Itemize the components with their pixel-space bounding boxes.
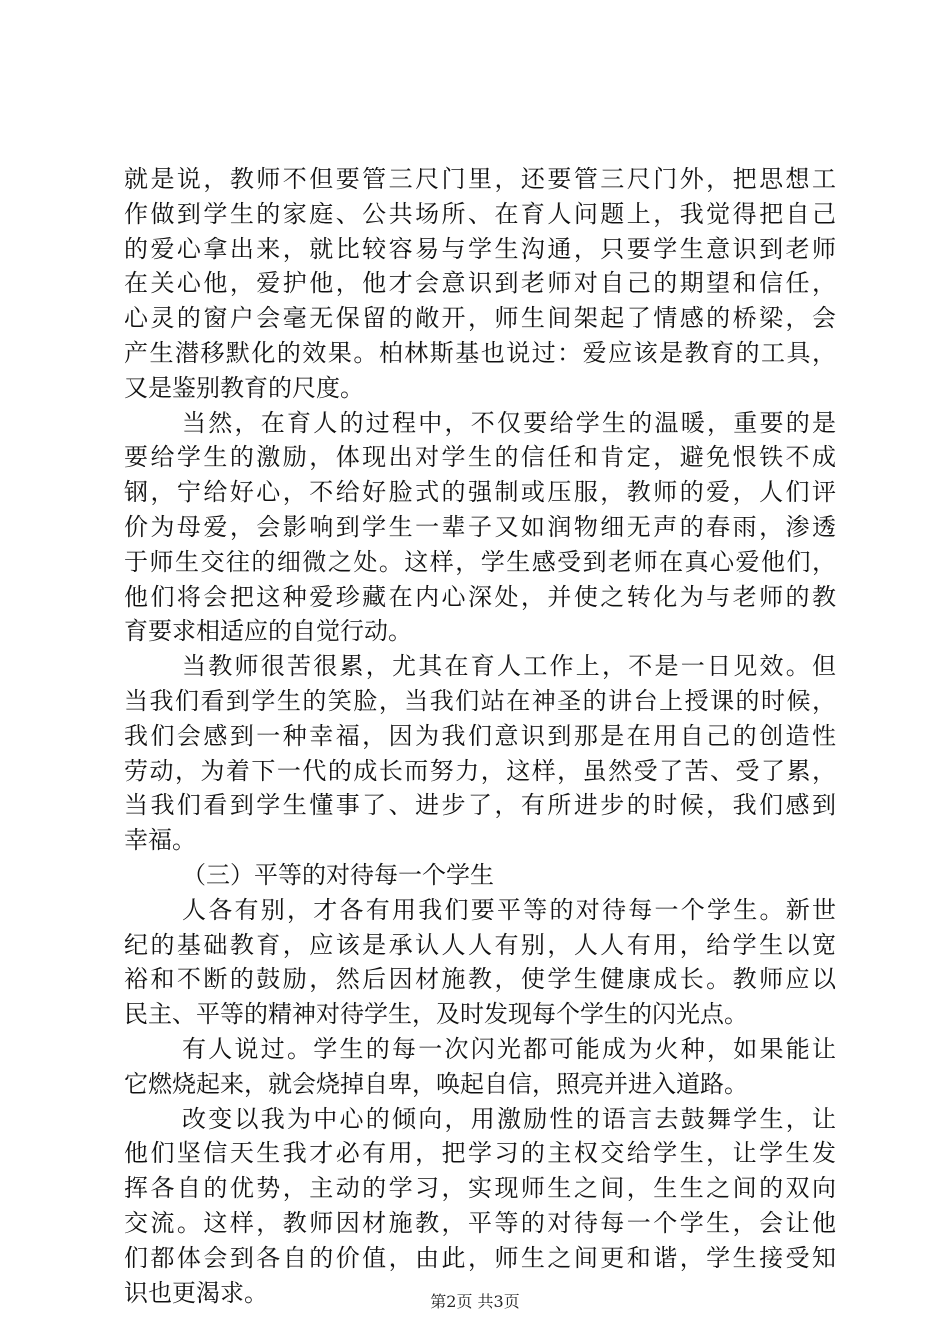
text-line: 挥各自的优势，主动的学习，实现师生之间，生生之间的双向 xyxy=(124,1174,836,1203)
body-text xyxy=(124,162,836,1310)
text-line: 心灵的窗户会毫无保留的敞开，师生间架起了情感的桥梁，会 xyxy=(124,304,836,333)
text-line: 钢，宁给好心，不给好脸式的强制或压服，教师的爱，人们评 xyxy=(124,478,836,507)
text-line: 民主、平等的精神对待学生，及时发现每个学生的闪光点。 xyxy=(124,1000,748,1029)
text-line: 劳动，为着下一代的成长而努力，这样，虽然受了苦、受了累， xyxy=(124,756,836,785)
text-line: 交流。这样，教师因材施教，平等的对待每一个学生，会让他 xyxy=(124,1208,836,1237)
text-line: 又是鉴别教育的尺度。 xyxy=(124,373,364,402)
text-line: 他们坚信天生我才必有用，把学习的主权交给学生，让学生发 xyxy=(124,1139,836,1168)
text-line: 它燃烧起来，就会烧掉自卑，唤起自信，照亮并进入道路。 xyxy=(124,1069,748,1098)
text-line: 要给学生的激励，体现出对学生的信任和肯定，避免恨铁不成 xyxy=(124,443,836,472)
text-line: 他们将会把这种爱珍藏在内心深处，并使之转化为与老师的教 xyxy=(124,582,836,611)
text-line: 作做到学生的家庭、公共场所、在育人问题上，我觉得把自己 xyxy=(124,199,836,228)
paragraph-start-line: 当然，在育人的过程中，不仅要给学生的温暖，重要的是 xyxy=(182,408,836,437)
page-number-footer: 第2页 共3页 xyxy=(430,1292,520,1311)
text-line: 当我们看到学生的笑脸，当我们站在神圣的讲台上授课的时候， xyxy=(124,686,836,715)
paragraph-start-line: 有人说过。学生的每一次闪光都可能成为火种，如果能让 xyxy=(182,1034,836,1063)
text-line: 育要求相适应的自觉行动。 xyxy=(124,617,412,646)
text-line: 产生潜移默化的效果。柏林斯基也说过：爱应该是教育的工具， xyxy=(124,338,836,367)
text-line: 在关心他，爱护他，他才会意识到老师对自己的期望和信任， xyxy=(124,269,836,298)
paragraph-start-line: 当教师很苦很累，尤其在育人工作上，不是一日见效。但 xyxy=(182,652,836,681)
text-line: 价为母爱，会影响到学生一辈子又如润物细无声的春雨，渗透 xyxy=(124,512,836,541)
text-line: 纪的基础教育，应该是承认人人有别，人人有用，给学生以宽 xyxy=(124,930,836,959)
text-line: 裕和不断的鼓励，然后因材施教，使学生健康成长。教师应以 xyxy=(124,965,836,994)
text-line: 幸福。 xyxy=(124,826,196,855)
text-line: 就是说，教师不但要管三尺门里，还要管三尺门外，把思想工 xyxy=(124,165,836,193)
text-line: 当我们看到学生懂事了、进步了，有所进步的时候，我们感到 xyxy=(124,791,836,820)
text-line: 于师生交往的细微之处。这样，学生感受到老师在真心爱他们， xyxy=(124,547,836,576)
text-line: 识也更渴求。 xyxy=(124,1278,268,1307)
section-heading: （三）平等的对待每一个学生 xyxy=(182,860,494,889)
text-line: 我们会感到一种幸福，因为我们意识到那是在用自己的创造性 xyxy=(124,721,836,750)
text-line: 的爱心拿出来，就比较容易与学生沟通，只要学生意识到老师 xyxy=(124,234,836,263)
paragraph-start-line: 改变以我为中心的倾向，用激励性的语言去鼓舞学生，让 xyxy=(182,1104,836,1133)
text-line: 们都体会到各自的价值，由此，师生之间更和谐，学生接受知 xyxy=(124,1243,836,1272)
paragraph-start-line: 人各有别，才各有用我们要平等的对待每一个学生。新世 xyxy=(182,895,836,924)
